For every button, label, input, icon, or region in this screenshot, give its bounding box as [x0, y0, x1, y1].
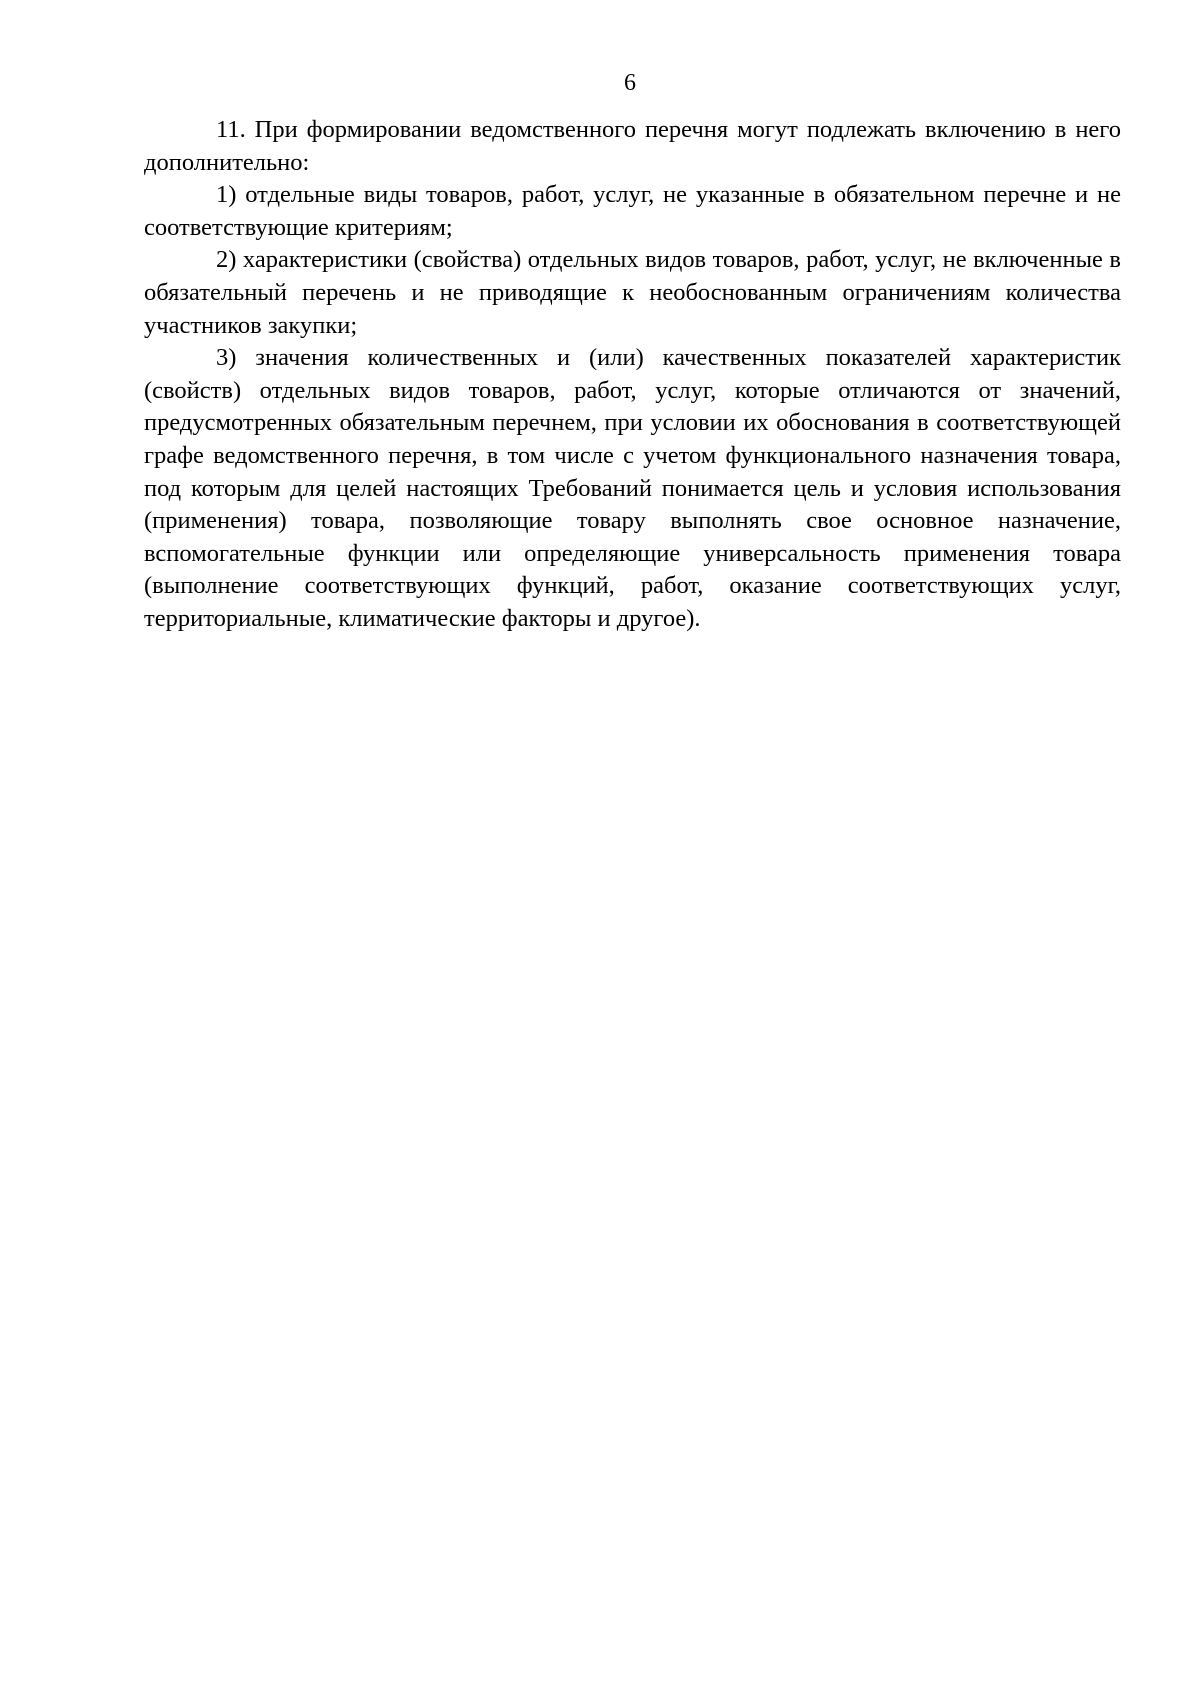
document-body [144, 114, 1121, 636]
page-number: 6 [624, 70, 636, 96]
list-item-1: 1) отдельные виды товаров, работ, услуг, не указанные в обязательном перечне и не соответствующие критериям; [144, 181, 1121, 241]
list-item-2: 2) характеристики (свойства) отдельных видов товаров, работ, услуг, не включенные в обязательный перечень и не приводящие к необоснованным ограничениям количества участников закупки; [144, 246, 1121, 339]
paragraph-11: 11. При формировании ведомственного перечня могут подлежать включению в него дополнительно: [144, 116, 1121, 176]
list-item-3: 3) значения количественных и (или) качественных показателей характеристик (свойств) отдельных видов товаров, работ, услуг, которые отличаются от значений, предусмотренных обязательным перечнем, при условии их обоснования в соответствующей графе ведомственного перечня, в том числе с учетом функционального назначения товара, под которым для целей настоящих Требований понимается цель и условия использования (применения) товара, позволяющие товару выполнять свое основное назначение, вспомогательные функции или определяющие универсальность применения товара (выполнение соответствующих функций, работ, оказание соответствующих услуг, территориальные, климатические факторы и другое). [144, 344, 1121, 632]
